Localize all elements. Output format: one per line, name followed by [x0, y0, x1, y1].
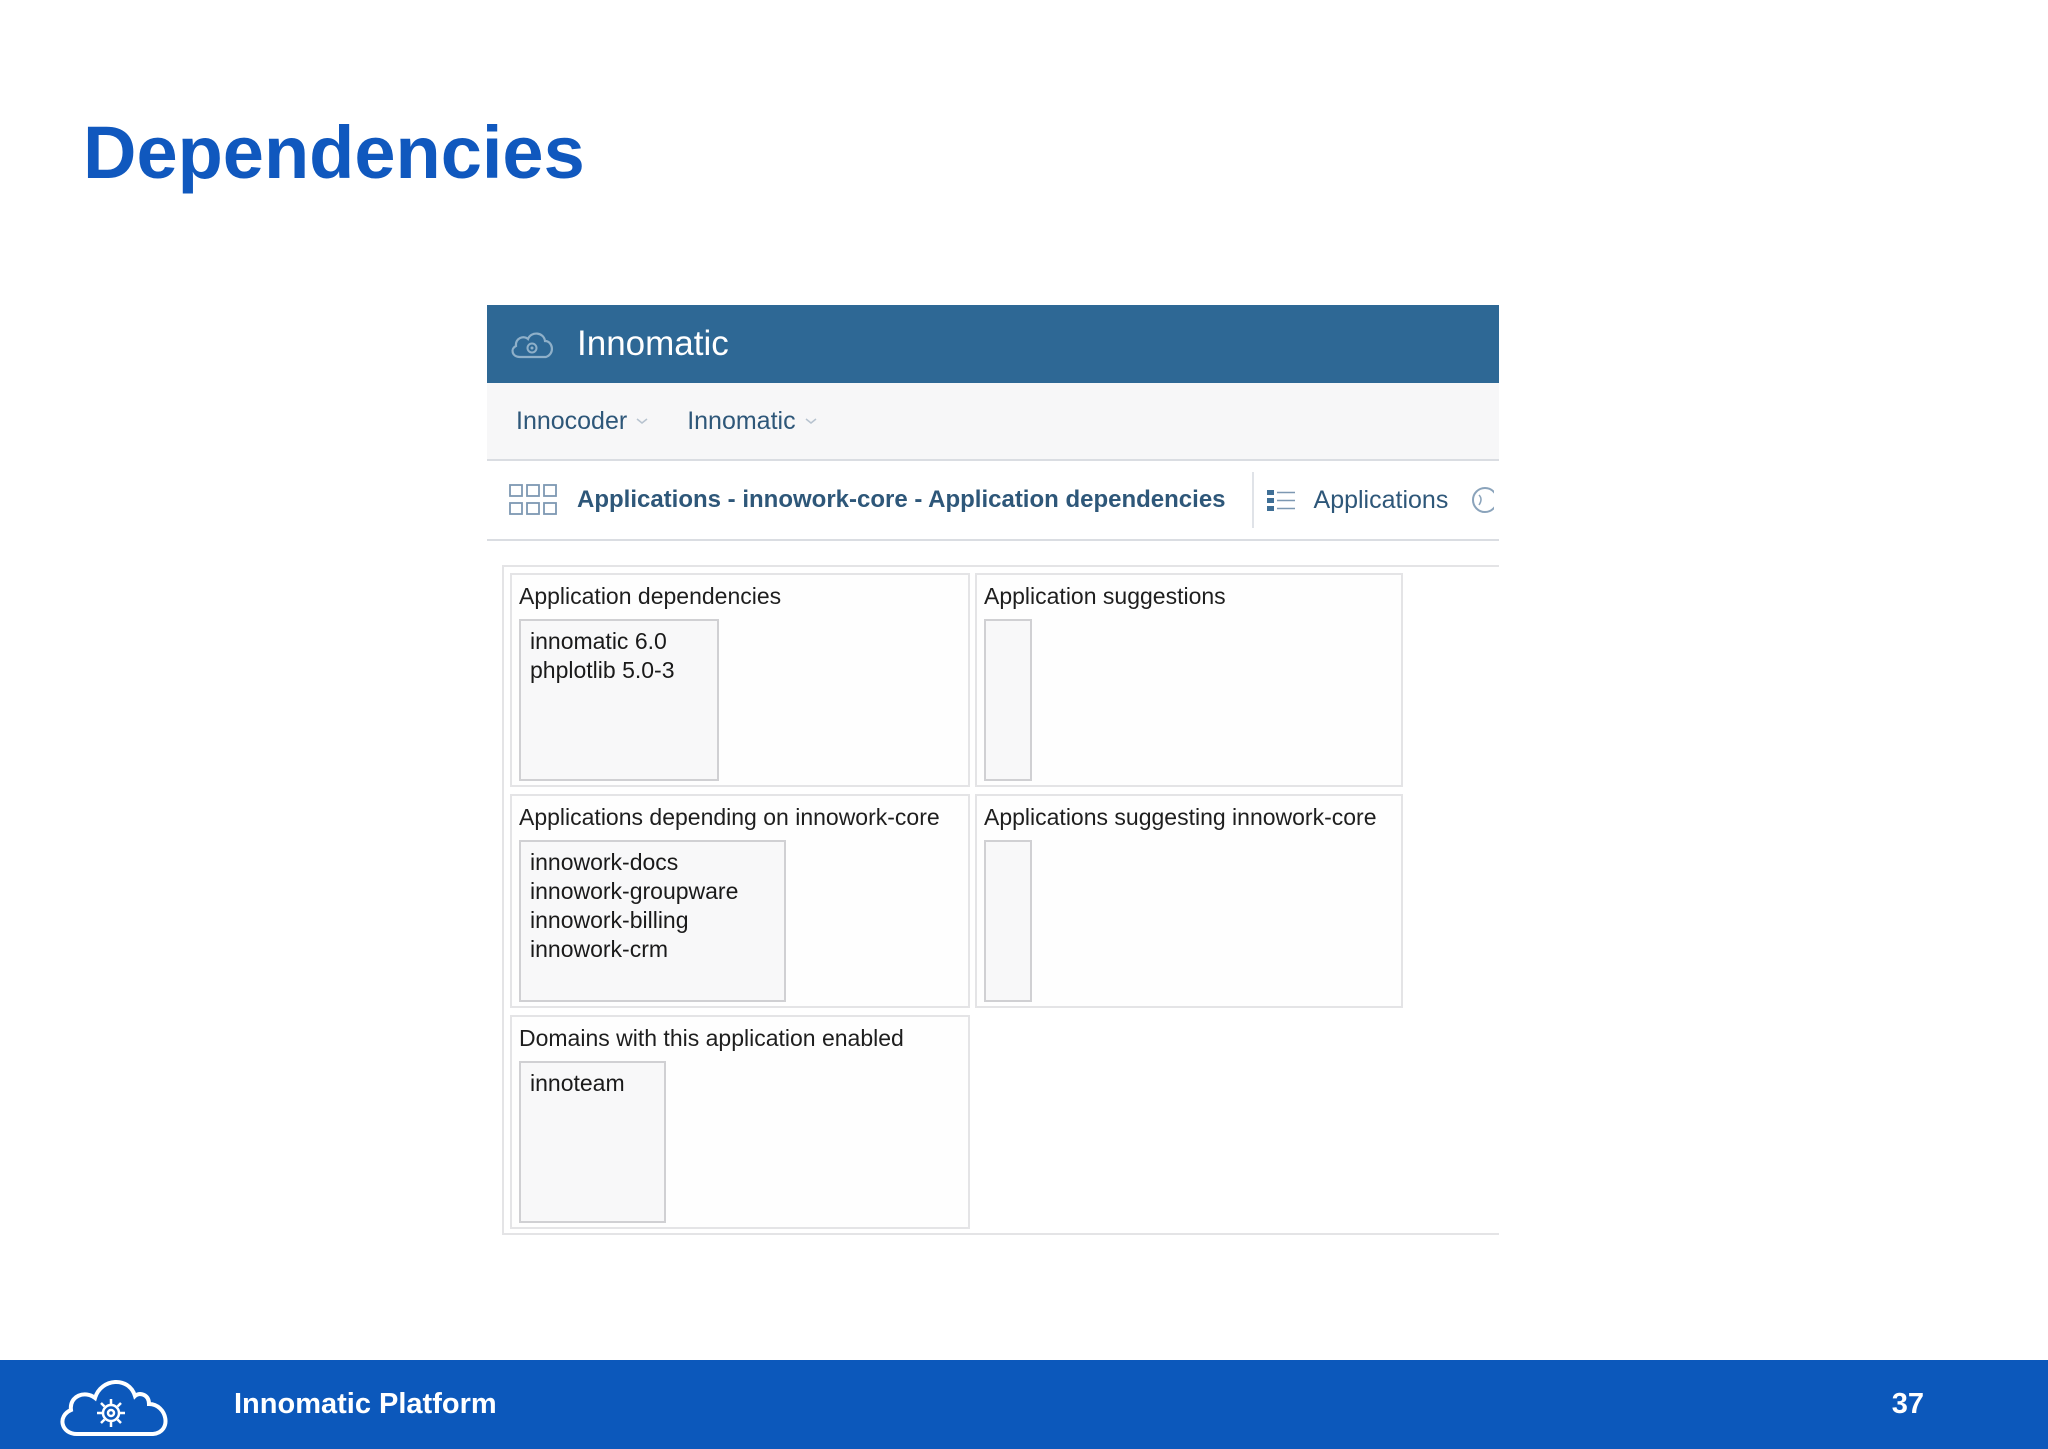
breadcrumb: Applications - innowork-core - Application dependencies	[577, 486, 1226, 513]
list-item[interactable]: phplotlib 5.0-3	[530, 657, 675, 683]
app-grid-icon	[509, 483, 557, 517]
list-item[interactable]: innowork-docs	[530, 849, 679, 875]
suggestions-listbox[interactable]	[984, 619, 1032, 781]
panel-applications-depending	[510, 794, 970, 1008]
panel-label: Applications suggesting innowork-core	[984, 804, 1377, 830]
list-icon	[1266, 488, 1296, 512]
panel-domains-enabled	[510, 1015, 970, 1229]
panel-label: Application suggestions	[984, 583, 1226, 609]
panel-application-suggestions	[975, 573, 1403, 787]
applications-link[interactable]: Applications	[1313, 485, 1449, 514]
app-screenshot	[487, 305, 1499, 1240]
panel-label: Application dependencies	[519, 583, 782, 609]
list-item[interactable]: innowork-billing	[530, 907, 689, 933]
cloud-icon	[508, 327, 556, 361]
dependencies-frame	[502, 565, 1499, 1235]
footer-brand: Innomatic Platform	[234, 1388, 497, 1420]
panel-label: Applications depending on innowork-core	[519, 804, 940, 830]
list-item[interactable]: innowork-groupware	[530, 878, 739, 904]
list-item[interactable]: innomatic 6.0	[530, 628, 667, 654]
list-item[interactable]: innoteam	[530, 1070, 625, 1096]
dependencies-listbox[interactable]	[519, 619, 719, 781]
menu-innomatic[interactable]	[687, 407, 817, 436]
app-header	[487, 305, 1499, 383]
depending-listbox[interactable]	[519, 840, 786, 1002]
menu-innocoder-label: Innocoder	[516, 406, 628, 435]
panel-application-dependencies	[510, 573, 970, 787]
chevron-down-icon	[804, 416, 818, 426]
panel-label: Domains with this application enabled	[519, 1025, 904, 1051]
slide-footer	[0, 1360, 2048, 1449]
menu-innocoder[interactable]	[516, 407, 649, 436]
app-toolbar	[487, 461, 1499, 541]
globe-icon[interactable]	[1470, 485, 1494, 515]
chevron-down-icon	[635, 416, 649, 426]
app-name: Innomatic	[577, 324, 729, 363]
slide-title: Dependencies	[83, 111, 585, 194]
menu-innomatic-label: Innomatic	[687, 406, 796, 435]
cloud-gear-icon	[55, 1370, 175, 1440]
suggesting-listbox[interactable]	[984, 840, 1032, 1002]
page-number: 37	[1891, 1388, 1924, 1420]
list-item[interactable]: innowork-crm	[530, 936, 669, 962]
toolbar-divider	[1252, 472, 1254, 528]
app-menubar	[487, 383, 1499, 461]
panel-applications-suggesting	[975, 794, 1403, 1008]
domains-listbox[interactable]	[519, 1061, 666, 1223]
